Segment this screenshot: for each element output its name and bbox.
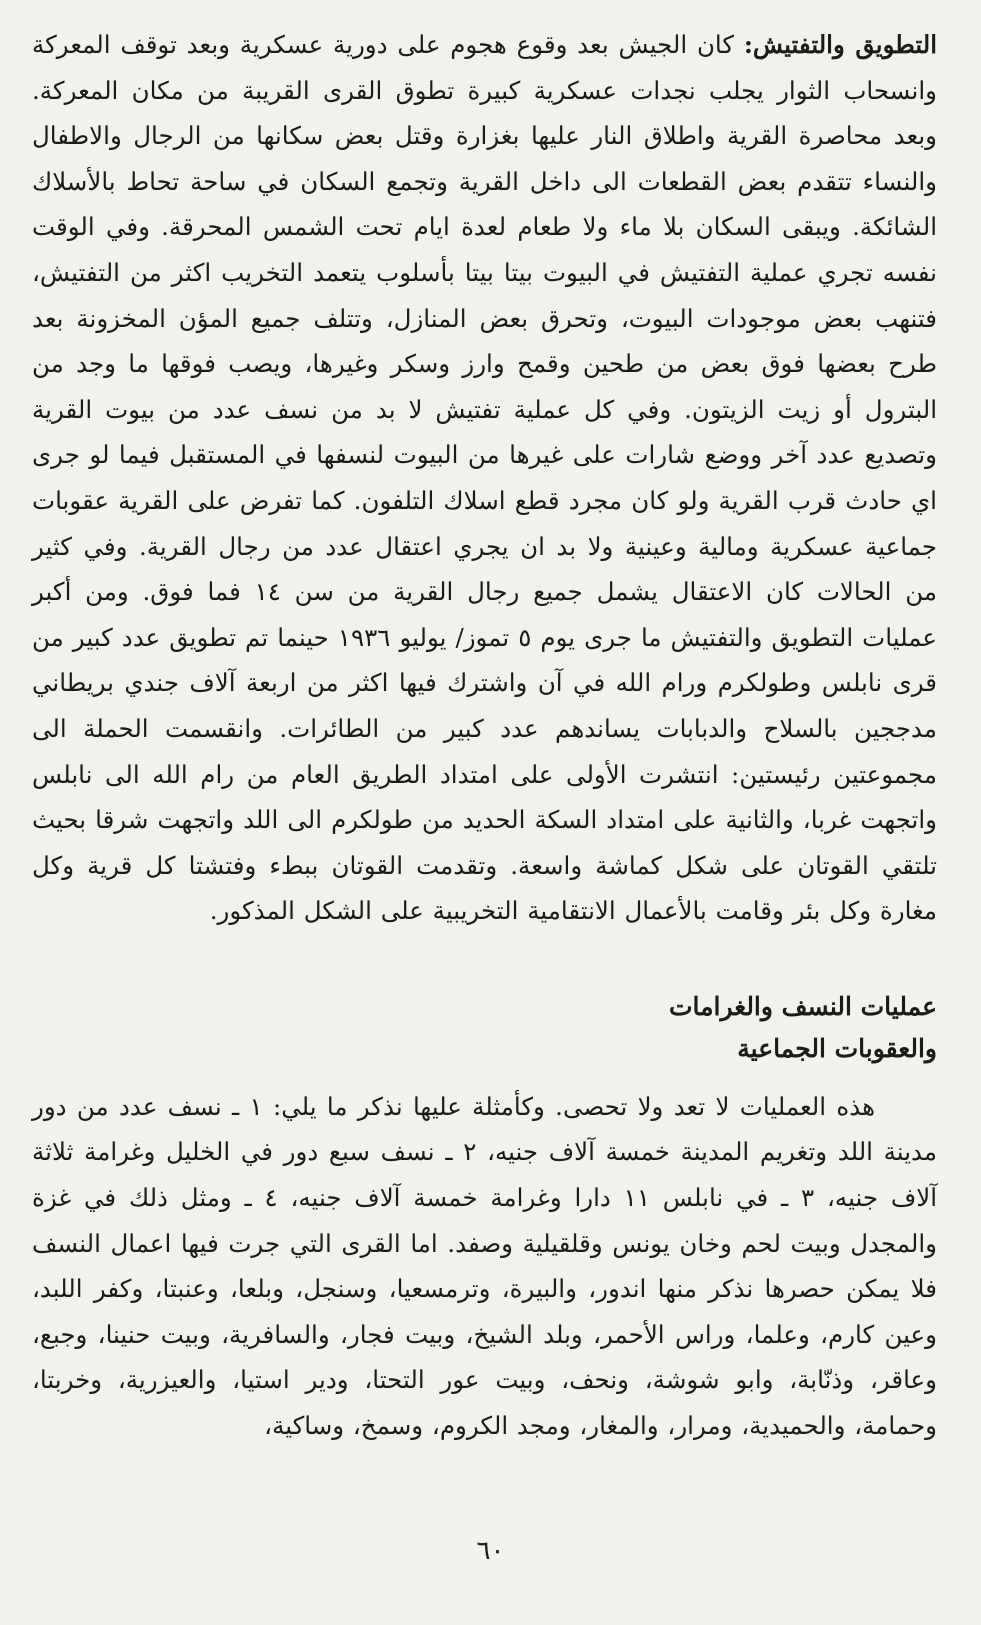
paragraph-encirclement bbox=[32, 22, 937, 934]
section-lead-title: التطويق والتفتيش: bbox=[743, 30, 938, 59]
paragraph-demolitions: هذه العمليات لا تعد ولا تحصى. وكأمثلة عليها نذكر ما يلي: ١ ـ نسف عدد من دور مدينة اللد وتغريم المدينة خمسة آلاف جنيه، ٢ ـ نسف سبع دور في الخليل وغرامة ثلاثة آلاف جنيه، ٣ ـ في نابلس ١١ دارا وغرامة خمسة آلاف جنيه، ٤ ـ ومثل ذلك في غزة والمجدل وبيت لحم وخان يونس وقلقيلية وصفد. اما القرى التي جرت فيها اعمال النسف فلا يمكن حصرها نذكر منها اندور، والبيرة، وترمسعيا، وسنجل، وبلعا، وعنبتا، وكفر اللبد، وعين كارم، وعلما، وراس الأحمر، وبلد الشيخ، وبيت فجار، والسافرية، وبيت حنينا، وجبع، وعاقر، وذنّابة، وابو شوشة، ونحف، وبيت عور التحتا، ودير استيا، والعيزرية، وخربتا، وحمامة، والحميدية، ومرار، والمغار، ومجد الكروم، وسمخ، وساكية، bbox=[32, 1091, 938, 1441]
page-number: ٦٠ bbox=[476, 1536, 505, 1566]
section-heading-line-2: والعقوبات الجماعية bbox=[737, 1033, 937, 1063]
section-heading-line-1: عمليات النسف والغرامات bbox=[668, 991, 937, 1021]
section-heading bbox=[32, 986, 937, 1070]
paragraph-body: كان الجيش بعد وقوع هجوم على دورية عسكرية وبعد توقف المعركة وانسحاب الثوار يجلب نجدات عسكرية كبيرة تطوق القرى القريبة من مكان المعركة. وبعد محاصرة القرية واطلاق النار عليها بغزارة وقتل بعض سكانها من الرجال والاطفال والنساء تتقدم بعض القطعات الى داخل القرية وتجمع السكان في ساحة تحاط بالأسلاك الشائكة. ويبقى السكان بلا ماء ولا طعام لعدة ايام تحت الشمس المحرقة. وفي الوقت نفسه تجري عملية التفتيش في البيوت بيتا بيتا بأسلوب يتعمد التخريب اكثر من التفتيش، فتنهب بعض موجودات البيوت، وتحرق بعض المنازل، وتتلف جميع المؤن المخزونة بعد طرح بعضها فوق بعض من طحين وقمح وارز وسكر وغيرها، ويصب فوقها ما وجد من البترول أو زيت الزيتون. وفي كل عملية تفتيش لا بد من نسف عدد من بيوت القرية وتصديع عدد آخر ووضع شارات على غيرها من البيوت لنسفها في المستقبل فيما لو جرى اي حادث قرب القرية ولو كان مجرد قطع اسلاك التلفون. كما تفرض على القرية عقوبات جماعية عسكرية ومالية وعينية ولا بد ان يجري اعتقال عدد من رجال القرية. وفي كثير من الحالات كان الاعتقال يشمل جميع رجال القرية من سن ١٤ فما فوق. ومن أكبر عمليات التطويق والتفتيش ما جرى يوم ٥ تموز/ يوليو ١٩٣٦ حينما تم تطويق عدد كبير من قرى نابلس وطولكرم ورام الله في آن واشترك فيها اكثر من اربعة آلاف جندي بريطاني مدججين بالسلاح والدبابات يساندهم عدد كبير من الطائرات. وانقسمت الحملة الى مجموعتين رئيستين: انتشرت الأولى على امتداد الطريق العام من رام الله الى نابلس واتجهت غربا، والثانية على امتداد السكة الحديد من طولكرم الى اللد واتجهت شرقا بحيث تلتقي القوتان على شكل كماشة واسعة. وتقدمت القوتان ببطء وفتشتا كل قرية وكل مغارة وكل بئر وقامت بالأعمال الانتقامية التخريبية على الشكل المذكور. bbox=[32, 30, 937, 926]
